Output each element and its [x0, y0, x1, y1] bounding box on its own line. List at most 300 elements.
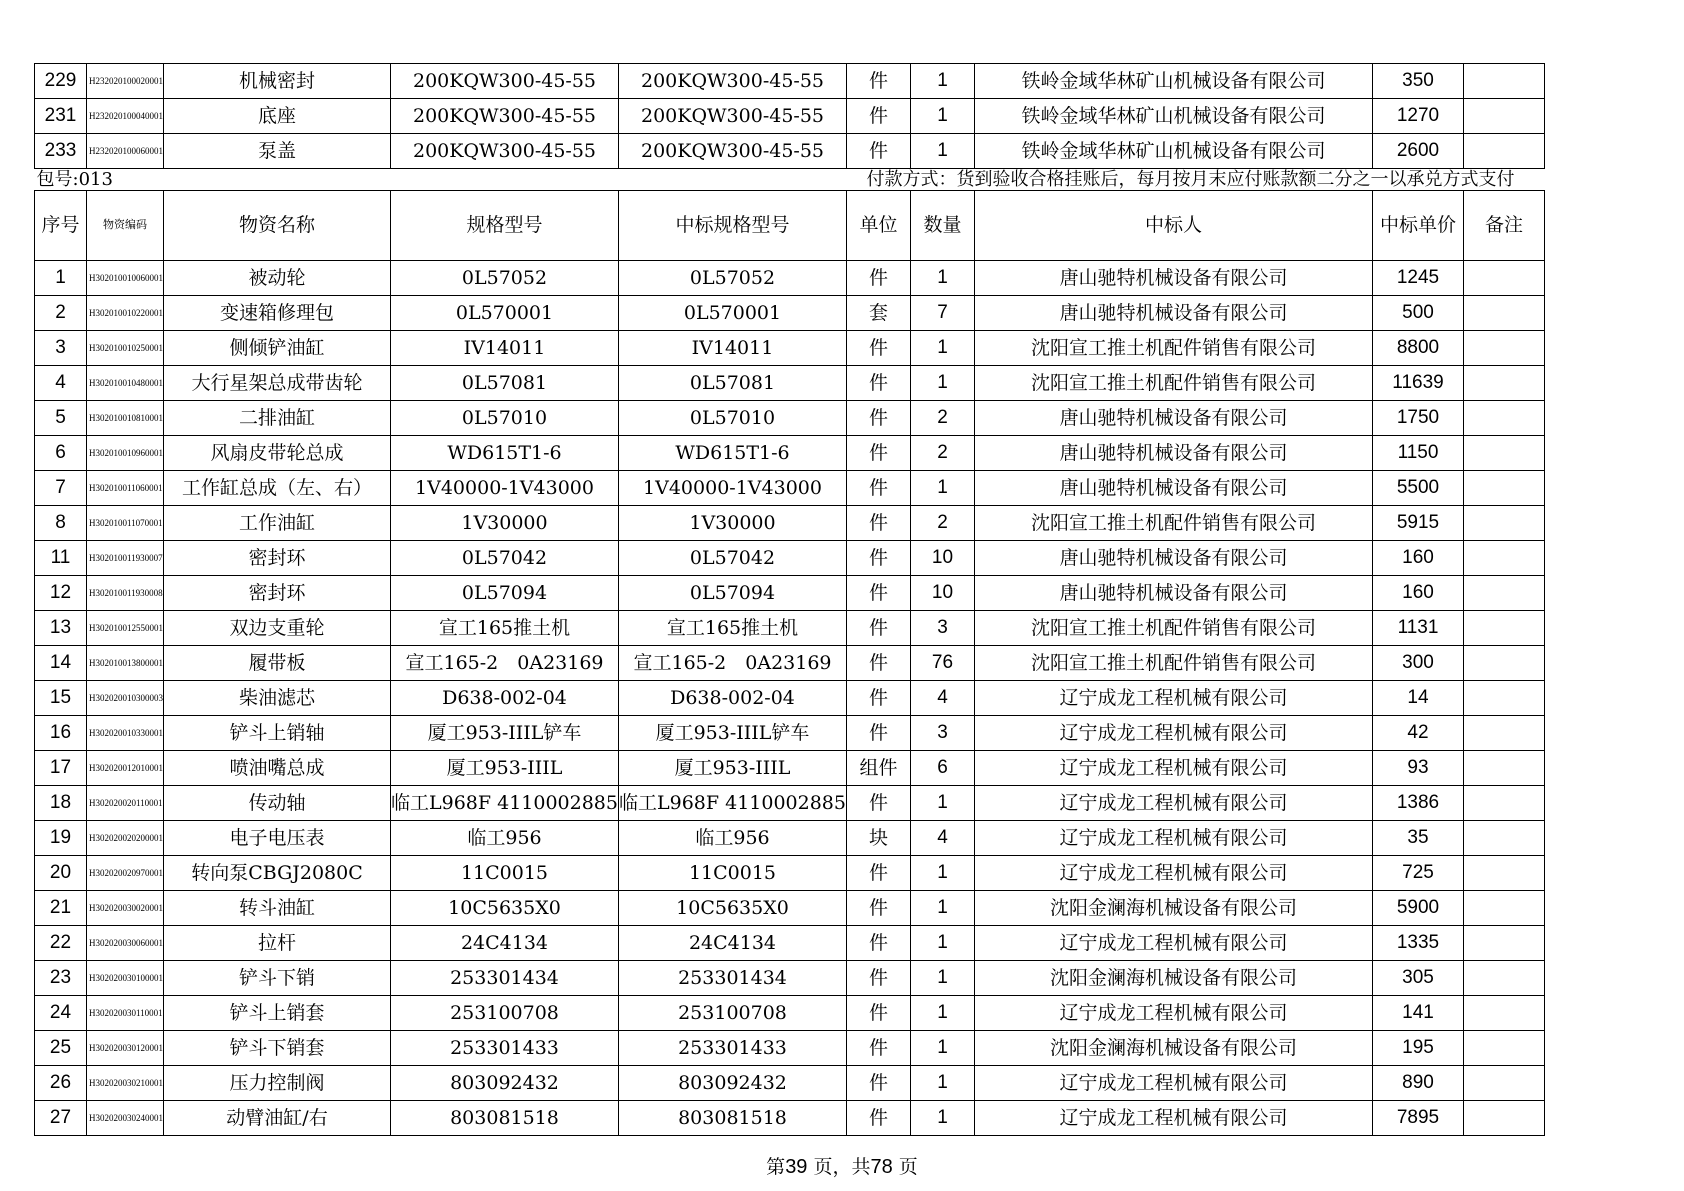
cell-win-spec: 1V30000 — [619, 506, 847, 541]
cell-spec: IV14011 — [391, 331, 619, 366]
cell-unit: 件 — [847, 471, 911, 506]
cell-winner: 辽宁成龙工程机械有限公司 — [975, 786, 1373, 821]
cell-note — [1464, 891, 1545, 926]
table-row — [35, 576, 1545, 611]
cell-qty: 2 — [911, 436, 975, 471]
cell-winner: 辽宁成龙工程机械有限公司 — [975, 821, 1373, 856]
cell-unit: 件 — [847, 611, 911, 646]
cell-spec: 0L57052 — [391, 261, 619, 296]
cell-winner: 辽宁成龙工程机械有限公司 — [975, 1066, 1373, 1101]
cell-winner: 沈阳宣工推土机配件销售有限公司 — [975, 646, 1373, 681]
cell-code: H302020020110001 — [87, 786, 164, 821]
cell-spec: 253100708 — [391, 996, 619, 1031]
cell-note — [1464, 64, 1545, 99]
cell-spec: 253301434 — [391, 961, 619, 996]
package-013-rows — [35, 261, 1545, 1136]
cell-winner: 辽宁成龙工程机械有限公司 — [975, 681, 1373, 716]
package-info-row — [35, 169, 1545, 191]
cell-spec: 0L57042 — [391, 541, 619, 576]
cell-winner: 唐山驰特机械设备有限公司 — [975, 541, 1373, 576]
cell-code: H302010010960001 — [87, 436, 164, 471]
table-row — [35, 821, 1545, 856]
cell-price: 160 — [1373, 541, 1464, 576]
cell-price: 1335 — [1373, 926, 1464, 961]
cell-seq: 27 — [35, 1101, 87, 1136]
table-header-row — [35, 191, 1545, 261]
cell-code: H302020030110001 — [87, 996, 164, 1031]
cell-code: H302020030210001 — [87, 1066, 164, 1101]
cell-seq: 233 — [35, 134, 87, 169]
cell-code: H232020100020001 — [87, 64, 164, 99]
cell-qty: 1 — [911, 471, 975, 506]
cell-spec: 临工L968F 4110002885 — [391, 786, 619, 821]
cell-win-spec: 803092432 — [619, 1066, 847, 1101]
cell-qty: 3 — [911, 611, 975, 646]
cell-win-spec: 253301433 — [619, 1031, 847, 1066]
cell-name: 工作油缸 — [164, 506, 391, 541]
cell-price: 5500 — [1373, 471, 1464, 506]
table-row — [35, 961, 1545, 996]
cell-win-spec: 10C5635X0 — [619, 891, 847, 926]
cell-note — [1464, 611, 1545, 646]
cell-unit: 件 — [847, 134, 911, 169]
cell-unit: 件 — [847, 506, 911, 541]
cell-seq: 23 — [35, 961, 87, 996]
table-row — [35, 401, 1545, 436]
cell-win-spec: 0L570001 — [619, 296, 847, 331]
cell-win-spec: 厦工953-IIIL — [619, 751, 847, 786]
cell-code: H302020030240001 — [87, 1101, 164, 1136]
cell-spec: WD615T1-6 — [391, 436, 619, 471]
cell-unit: 件 — [847, 541, 911, 576]
cell-win-spec: IV14011 — [619, 331, 847, 366]
footer-suffix: 页 — [898, 1156, 918, 1178]
table-row — [35, 1066, 1545, 1101]
cell-code: H302010011070001 — [87, 506, 164, 541]
cell-win-spec: 临工956 — [619, 821, 847, 856]
cell-code: H302010010480001 — [87, 366, 164, 401]
cell-win-spec: 11C0015 — [619, 856, 847, 891]
cell-code: H302020030060001 — [87, 926, 164, 961]
cell-win-spec: 宣工165-2 0A23169 — [619, 646, 847, 681]
cell-seq: 229 — [35, 64, 87, 99]
previous-package-rows — [35, 64, 1545, 169]
cell-qty: 1 — [911, 786, 975, 821]
cell-seq: 231 — [35, 99, 87, 134]
cell-spec: 253301433 — [391, 1031, 619, 1066]
current-page-number: 39 — [785, 1156, 808, 1178]
cell-name: 电子电压表 — [164, 821, 391, 856]
cell-name: 压力控制阀 — [164, 1066, 391, 1101]
cell-unit: 件 — [847, 1101, 911, 1136]
header-win-spec: 中标规格型号 — [619, 191, 847, 261]
cell-price: 1750 — [1373, 401, 1464, 436]
cell-code: H302010010060001 — [87, 261, 164, 296]
cell-win-spec: 253301434 — [619, 961, 847, 996]
cell-code: H302020030100001 — [87, 961, 164, 996]
cell-unit: 件 — [847, 856, 911, 891]
cell-name: 侧倾铲油缸 — [164, 331, 391, 366]
cell-code: H302020030120001 — [87, 1031, 164, 1066]
cell-code: H302010011060001 — [87, 471, 164, 506]
cell-price: 7895 — [1373, 1101, 1464, 1136]
cell-qty: 1 — [911, 366, 975, 401]
cell-qty: 2 — [911, 401, 975, 436]
cell-code: H302010010250001 — [87, 331, 164, 366]
cell-name: 密封环 — [164, 576, 391, 611]
cell-name: 铲斗上销轴 — [164, 716, 391, 751]
cell-code: H302010010220001 — [87, 296, 164, 331]
table-row — [35, 716, 1545, 751]
cell-name: 被动轮 — [164, 261, 391, 296]
cell-qty: 1 — [911, 856, 975, 891]
cell-code: H302010010810001 — [87, 401, 164, 436]
cell-qty: 3 — [911, 716, 975, 751]
cell-price: 195 — [1373, 1031, 1464, 1066]
cell-winner: 辽宁成龙工程机械有限公司 — [975, 996, 1373, 1031]
cell-qty: 1 — [911, 891, 975, 926]
cell-seq: 4 — [35, 366, 87, 401]
cell-seq: 6 — [35, 436, 87, 471]
cell-note — [1464, 681, 1545, 716]
cell-qty: 1 — [911, 1031, 975, 1066]
cell-qty: 2 — [911, 506, 975, 541]
header-name: 物资名称 — [164, 191, 391, 261]
cell-name: 喷油嘴总成 — [164, 751, 391, 786]
cell-seq: 25 — [35, 1031, 87, 1066]
cell-winner: 唐山驰特机械设备有限公司 — [975, 436, 1373, 471]
cell-price: 890 — [1373, 1066, 1464, 1101]
cell-code: H302010013800001 — [87, 646, 164, 681]
cell-unit: 件 — [847, 261, 911, 296]
total-page-count: 78 — [870, 1156, 893, 1178]
cell-spec: 厦工953-IIIL — [391, 751, 619, 786]
cell-spec: 24C4134 — [391, 926, 619, 961]
cell-win-spec: 临工L968F 4110002885 — [619, 786, 847, 821]
cell-code: H302020012010001 — [87, 751, 164, 786]
cell-name: 大行星架总成带齿轮 — [164, 366, 391, 401]
cell-note — [1464, 926, 1545, 961]
footer-mid: 页，共 — [813, 1156, 871, 1178]
table-row — [35, 261, 1545, 296]
table-row — [35, 646, 1545, 681]
cell-winner: 沈阳金澜海机械设备有限公司 — [975, 1031, 1373, 1066]
cell-win-spec: 厦工953-IIIL铲车 — [619, 716, 847, 751]
table-row — [35, 471, 1545, 506]
cell-seq: 11 — [35, 541, 87, 576]
cell-note — [1464, 751, 1545, 786]
table-row — [35, 786, 1545, 821]
cell-note — [1464, 1031, 1545, 1066]
cell-qty: 1 — [911, 331, 975, 366]
cell-note — [1464, 401, 1545, 436]
cell-win-spec: WD615T1-6 — [619, 436, 847, 471]
cell-note — [1464, 436, 1545, 471]
cell-seq: 21 — [35, 891, 87, 926]
cell-price: 160 — [1373, 576, 1464, 611]
table-row — [35, 891, 1545, 926]
cell-price: 14 — [1373, 681, 1464, 716]
cell-seq: 7 — [35, 471, 87, 506]
cell-qty: 1 — [911, 99, 975, 134]
cell-price: 725 — [1373, 856, 1464, 891]
cell-code: H302020020200001 — [87, 821, 164, 856]
cell-note — [1464, 99, 1545, 134]
table-row — [35, 611, 1545, 646]
cell-unit: 套 — [847, 296, 911, 331]
cell-note — [1464, 646, 1545, 681]
cell-unit: 件 — [847, 1066, 911, 1101]
cell-unit: 件 — [847, 64, 911, 99]
table-row — [35, 366, 1545, 401]
cell-spec: 0L57081 — [391, 366, 619, 401]
cell-price: 93 — [1373, 751, 1464, 786]
cell-spec: 1V30000 — [391, 506, 619, 541]
cell-winner: 沈阳宣工推土机配件销售有限公司 — [975, 611, 1373, 646]
cell-name: 转斗油缸 — [164, 891, 391, 926]
cell-spec: 厦工953-IIIL铲车 — [391, 716, 619, 751]
cell-note — [1464, 296, 1545, 331]
cell-price: 1131 — [1373, 611, 1464, 646]
cell-unit: 组件 — [847, 751, 911, 786]
cell-name: 动臂油缸/右 — [164, 1101, 391, 1136]
header-code: 物资编码 — [87, 191, 164, 261]
cell-win-spec: 0L57042 — [619, 541, 847, 576]
cell-seq: 15 — [35, 681, 87, 716]
cell-seq: 16 — [35, 716, 87, 751]
header-qty: 数量 — [911, 191, 975, 261]
cell-qty: 1 — [911, 134, 975, 169]
cell-spec: 11C0015 — [391, 856, 619, 891]
page-footer — [0, 1152, 1684, 1179]
cell-qty: 1 — [911, 926, 975, 961]
cell-winner: 唐山驰特机械设备有限公司 — [975, 261, 1373, 296]
cell-price: 35 — [1373, 821, 1464, 856]
cell-price: 141 — [1373, 996, 1464, 1031]
cell-win-spec: 200KQW300-45-55 — [619, 64, 847, 99]
cell-winner: 沈阳宣工推土机配件销售有限公司 — [975, 506, 1373, 541]
cell-winner: 沈阳金澜海机械设备有限公司 — [975, 891, 1373, 926]
cell-name: 柴油滤芯 — [164, 681, 391, 716]
cell-winner: 唐山驰特机械设备有限公司 — [975, 576, 1373, 611]
cell-win-spec: 1V40000-1V43000 — [619, 471, 847, 506]
cell-seq: 8 — [35, 506, 87, 541]
cell-code: H232020100060001 — [87, 134, 164, 169]
cell-spec: 宣工165推土机 — [391, 611, 619, 646]
cell-name: 传动轴 — [164, 786, 391, 821]
cell-spec: 10C5635X0 — [391, 891, 619, 926]
cell-win-spec: 0L57052 — [619, 261, 847, 296]
cell-spec: 200KQW300-45-55 — [391, 99, 619, 134]
cell-name: 泵盖 — [164, 134, 391, 169]
cell-code: H302020010330001 — [87, 716, 164, 751]
table-row — [35, 436, 1545, 471]
cell-winner: 铁岭金域华林矿山机械设备有限公司 — [975, 64, 1373, 99]
cell-unit: 件 — [847, 996, 911, 1031]
cell-name: 密封环 — [164, 541, 391, 576]
cell-name: 风扇皮带轮总成 — [164, 436, 391, 471]
cell-seq: 3 — [35, 331, 87, 366]
cell-win-spec: 24C4134 — [619, 926, 847, 961]
cell-winner: 唐山驰特机械设备有限公司 — [975, 401, 1373, 436]
cell-winner: 铁岭金域华林矿山机械设备有限公司 — [975, 99, 1373, 134]
cell-note — [1464, 506, 1545, 541]
cell-winner: 辽宁成龙工程机械有限公司 — [975, 1101, 1373, 1136]
cell-win-spec: 0L57010 — [619, 401, 847, 436]
cell-unit: 件 — [847, 786, 911, 821]
cell-qty: 1 — [911, 961, 975, 996]
table-row — [35, 134, 1545, 169]
cell-name: 履带板 — [164, 646, 391, 681]
header-seq: 序号 — [35, 191, 87, 261]
cell-unit: 件 — [847, 961, 911, 996]
cell-name: 铲斗下销套 — [164, 1031, 391, 1066]
header-spec: 规格型号 — [391, 191, 619, 261]
cell-name: 转向泵CBGJ2080C — [164, 856, 391, 891]
cell-spec: 临工956 — [391, 821, 619, 856]
cell-seq: 24 — [35, 996, 87, 1031]
table-row — [35, 541, 1545, 576]
cell-unit: 件 — [847, 331, 911, 366]
cell-name: 机械密封 — [164, 64, 391, 99]
cell-qty: 1 — [911, 64, 975, 99]
cell-spec: 0L57010 — [391, 401, 619, 436]
cell-name: 铲斗上销套 — [164, 996, 391, 1031]
cell-note — [1464, 541, 1545, 576]
cell-note — [1464, 716, 1545, 751]
cell-qty: 76 — [911, 646, 975, 681]
cell-price: 5915 — [1373, 506, 1464, 541]
cell-unit: 件 — [847, 401, 911, 436]
cell-seq: 17 — [35, 751, 87, 786]
cell-win-spec: 0L57094 — [619, 576, 847, 611]
cell-spec: D638-002-04 — [391, 681, 619, 716]
cell-price: 1270 — [1373, 99, 1464, 134]
footer-prefix: 第 — [766, 1156, 786, 1178]
cell-price: 350 — [1373, 64, 1464, 99]
cell-win-spec: D638-002-04 — [619, 681, 847, 716]
cell-unit: 件 — [847, 926, 911, 961]
cell-name: 拉杆 — [164, 926, 391, 961]
cell-price: 5900 — [1373, 891, 1464, 926]
cell-qty: 10 — [911, 576, 975, 611]
cell-note — [1464, 134, 1545, 169]
cell-qty: 6 — [911, 751, 975, 786]
table-row — [35, 331, 1545, 366]
cell-qty: 7 — [911, 296, 975, 331]
cell-unit: 件 — [847, 716, 911, 751]
cell-qty: 1 — [911, 261, 975, 296]
cell-seq: 26 — [35, 1066, 87, 1101]
payment-terms: 付款方式：货到验收合格挂账后，每月按月末应付账款额二分之一以承兑方式支付 — [847, 169, 1545, 191]
table-row — [35, 506, 1545, 541]
cell-price: 300 — [1373, 646, 1464, 681]
cell-name: 双边支重轮 — [164, 611, 391, 646]
table-row — [35, 296, 1545, 331]
cell-qty: 1 — [911, 996, 975, 1031]
cell-unit: 件 — [847, 436, 911, 471]
cell-spec: 0L570001 — [391, 296, 619, 331]
cell-code: H302020030020001 — [87, 891, 164, 926]
cell-winner: 沈阳宣工推土机配件销售有限公司 — [975, 366, 1373, 401]
cell-code: H302010011930007 — [87, 541, 164, 576]
cell-price: 11639 — [1373, 366, 1464, 401]
cell-winner: 唐山驰特机械设备有限公司 — [975, 471, 1373, 506]
cell-winner: 沈阳宣工推土机配件销售有限公司 — [975, 331, 1373, 366]
cell-seq: 12 — [35, 576, 87, 611]
cell-unit: 件 — [847, 366, 911, 401]
cell-win-spec: 803081518 — [619, 1101, 847, 1136]
header-unit: 单位 — [847, 191, 911, 261]
cell-price: 1245 — [1373, 261, 1464, 296]
cell-price: 1386 — [1373, 786, 1464, 821]
cell-seq: 19 — [35, 821, 87, 856]
cell-spec: 200KQW300-45-55 — [391, 64, 619, 99]
cell-winner: 沈阳金澜海机械设备有限公司 — [975, 961, 1373, 996]
cell-unit: 件 — [847, 576, 911, 611]
cell-win-spec: 200KQW300-45-55 — [619, 134, 847, 169]
cell-winner: 辽宁成龙工程机械有限公司 — [975, 856, 1373, 891]
cell-note — [1464, 786, 1545, 821]
cell-unit: 件 — [847, 681, 911, 716]
cell-spec: 1V40000-1V43000 — [391, 471, 619, 506]
cell-win-spec: 宣工165推土机 — [619, 611, 847, 646]
cell-note — [1464, 471, 1545, 506]
table-row — [35, 996, 1545, 1031]
package-number: 包号:013 — [35, 169, 164, 191]
cell-seq: 13 — [35, 611, 87, 646]
cell-note — [1464, 366, 1545, 401]
cell-win-spec: 0L57081 — [619, 366, 847, 401]
cell-note — [1464, 821, 1545, 856]
table-row — [35, 64, 1545, 99]
cell-spec: 宣工165-2 0A23169 — [391, 646, 619, 681]
cell-spec: 803081518 — [391, 1101, 619, 1136]
header-note: 备注 — [1464, 191, 1545, 261]
cell-win-spec: 253100708 — [619, 996, 847, 1031]
cell-seq: 2 — [35, 296, 87, 331]
cell-name: 二排油缸 — [164, 401, 391, 436]
cell-winner: 辽宁成龙工程机械有限公司 — [975, 716, 1373, 751]
cell-winner: 辽宁成龙工程机械有限公司 — [975, 926, 1373, 961]
cell-unit: 块 — [847, 821, 911, 856]
cell-win-spec: 200KQW300-45-55 — [619, 99, 847, 134]
cell-code: H302020010300003 — [87, 681, 164, 716]
cell-seq: 22 — [35, 926, 87, 961]
cell-spec: 0L57094 — [391, 576, 619, 611]
cell-name: 变速箱修理包 — [164, 296, 391, 331]
header-winner: 中标人 — [975, 191, 1373, 261]
cell-qty: 1 — [911, 1101, 975, 1136]
cell-seq: 5 — [35, 401, 87, 436]
cell-seq: 18 — [35, 786, 87, 821]
cell-spec: 200KQW300-45-55 — [391, 134, 619, 169]
cell-qty: 4 — [911, 681, 975, 716]
table-row — [35, 926, 1545, 961]
cell-code: H302010011930008 — [87, 576, 164, 611]
cell-code: H232020100040001 — [87, 99, 164, 134]
cell-seq: 20 — [35, 856, 87, 891]
cell-seq: 14 — [35, 646, 87, 681]
cell-price: 2600 — [1373, 134, 1464, 169]
cell-price: 8800 — [1373, 331, 1464, 366]
cell-price: 42 — [1373, 716, 1464, 751]
header-price: 中标单价 — [1373, 191, 1464, 261]
cell-winner: 辽宁成龙工程机械有限公司 — [975, 751, 1373, 786]
cell-price: 305 — [1373, 961, 1464, 996]
cell-unit: 件 — [847, 99, 911, 134]
tender-results-table — [34, 63, 1545, 1136]
